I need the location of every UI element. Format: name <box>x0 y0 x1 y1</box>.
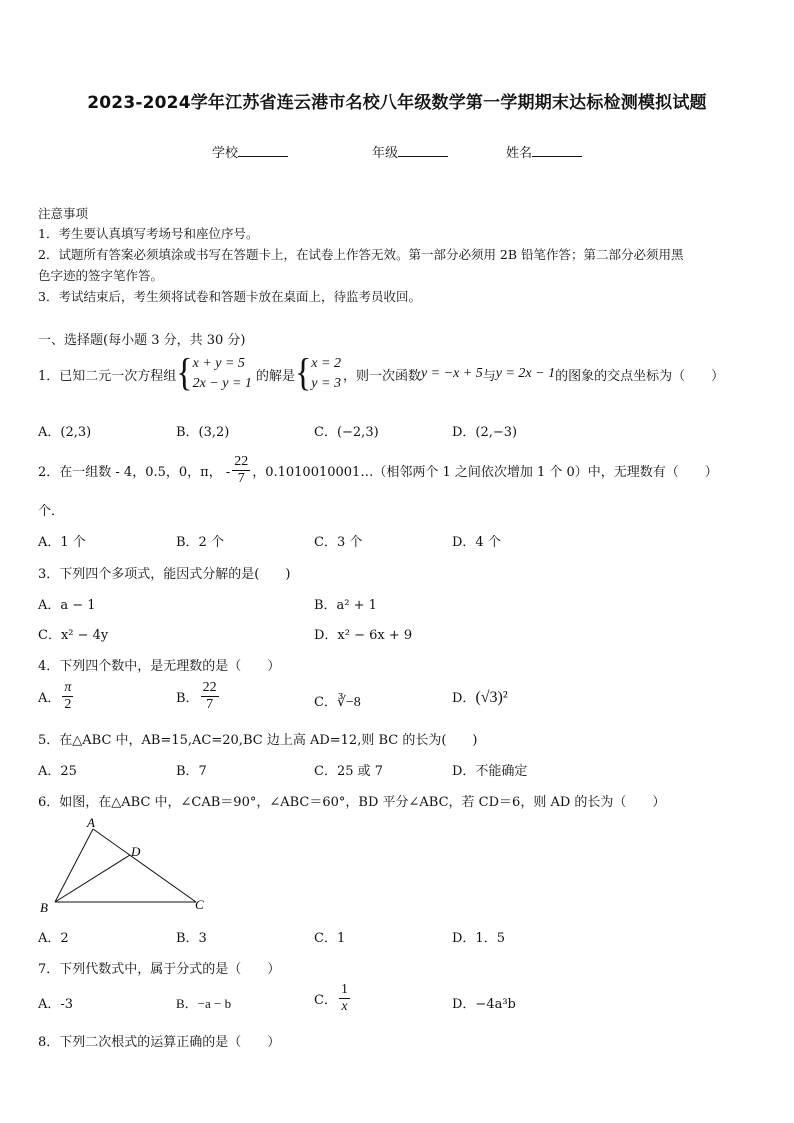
q1-option-b[interactable]: B．(3,2) <box>176 425 230 440</box>
label-a: A <box>87 816 95 830</box>
q2-option-d[interactable]: D．4 个 <box>452 535 501 550</box>
q4-option-d[interactable] <box>452 687 508 707</box>
q6-option-a[interactable]: A．2 <box>38 931 69 946</box>
note-item: 3．考试结束后，考生须将试卷和答题卡放在桌面上，待监考员收回。 <box>38 289 421 304</box>
triangle-diagram <box>36 816 216 916</box>
q4-b-num: 22 <box>202 680 217 695</box>
q5-option-a[interactable]: A．25 <box>38 764 77 779</box>
q5-option-d[interactable]: D．不能确定 <box>452 764 528 779</box>
q1-mid: 的解是 <box>255 368 295 384</box>
school-field[interactable] <box>212 142 288 161</box>
q6-option-d[interactable]: D．1．5 <box>452 931 505 946</box>
notes-heading: 注意事项 <box>38 206 89 221</box>
q1-tail-b: 与 <box>482 368 496 384</box>
q1-solution <box>311 354 341 394</box>
q4-option-b[interactable] <box>176 680 221 713</box>
q1-tail-c: 的图象的交点坐标为（ ） <box>555 368 725 384</box>
left-brace-icon: { <box>294 352 312 395</box>
q4-d-value: (√3)² <box>475 689 508 706</box>
section-heading: 一、选择题(每小题 3 分，共 30 分) <box>38 333 246 348</box>
exam-title: 2023-2024学年江苏省连云港市名校八年级数学第一学期期末达标检测模拟试题 <box>87 93 707 113</box>
name-label: 姓名 <box>506 146 533 161</box>
q4-b-label: B． <box>176 691 199 706</box>
q2-frac-den: 7 <box>237 470 245 486</box>
q2-line2: 个． <box>38 504 65 519</box>
q1-sol2: y = 3 <box>311 376 341 391</box>
q1-eq1: x + y = 5 <box>192 356 245 371</box>
q1-option-c[interactable]: C．(−2,3) <box>314 425 379 440</box>
school-blank[interactable] <box>238 145 288 157</box>
q1-system <box>193 354 252 394</box>
q2-option-a[interactable]: A．1 个 <box>38 535 86 550</box>
q1-option-d[interactable]: D．(2,−3) <box>452 425 518 440</box>
q4-b-den: 7 <box>206 697 214 712</box>
q1-sol1: x = 2 <box>311 356 341 371</box>
q4-b-fraction <box>201 680 219 713</box>
q1-prefix: 1．已知二元一次方程组 <box>38 368 177 384</box>
q2-option-b[interactable]: B．2 个 <box>176 535 224 550</box>
q2-tail: ，0.1010010001…（相邻两个 1 之间依次增加 1 个 0）中，无理数有（ ） <box>252 464 718 480</box>
q7-option-d[interactable]: D．−4a³b <box>452 997 516 1012</box>
question-6: 6．如图，在△ABC 中，∠CAB＝90°，∠ABC＝60°，BD 平分∠ABC，若 CD＝6，则 AD 的长为（ ） <box>38 795 666 810</box>
q1-tail-a: ，则一次函数 <box>342 368 421 384</box>
q4-d-label: D． <box>452 691 476 706</box>
q4-a-den: 2 <box>64 697 72 712</box>
q2-option-c[interactable]: C．3 个 <box>314 535 363 550</box>
side-ab <box>55 829 93 902</box>
q1-func1: y = −x + 5 <box>420 366 483 381</box>
q7-c-den: x <box>341 999 348 1014</box>
question-7: 7．下列代数式中，属于分式的是（ ） <box>38 962 281 977</box>
question-8: 8．下列二次根式的运算正确的是（ ） <box>38 1035 281 1050</box>
question-3: 3．下列四个多项式，能因式分解的是( ) <box>38 567 291 582</box>
label-c: C <box>195 897 204 912</box>
q5-option-b[interactable]: B．7 <box>176 764 207 779</box>
question-1 <box>38 352 724 396</box>
q7-option-a[interactable]: A．-3 <box>38 997 74 1012</box>
q4-c-label: C． <box>314 695 337 710</box>
label-b: B <box>40 900 48 915</box>
segment-bd <box>55 855 130 902</box>
q7-option-c[interactable] <box>314 982 352 1015</box>
q2-prefix: 2．在一组数 - 4，0.5，0，π， - <box>38 464 231 480</box>
note-item: 色字迹的签字笔作答。 <box>38 268 164 283</box>
question-2 <box>38 450 718 490</box>
q4-option-c[interactable] <box>314 691 361 711</box>
grade-label: 年级 <box>372 146 399 161</box>
grade-field[interactable] <box>372 142 448 161</box>
q6-option-b[interactable]: B．3 <box>176 931 207 946</box>
q2-fraction <box>232 454 250 487</box>
q7-option-b[interactable]: B．−a − b <box>176 996 232 1011</box>
label-d: D <box>131 844 141 859</box>
q1-eq2: 2x − y = 1 <box>192 376 252 391</box>
q5-option-c[interactable]: C．25 或 7 <box>314 764 384 779</box>
q2-frac-num: 22 <box>234 453 249 469</box>
q1-func2: y = 2x − 1 <box>495 366 556 381</box>
side-ac <box>93 829 196 902</box>
name-blank[interactable] <box>532 145 582 157</box>
note-item: 2．试题所有答案必须填涂或书写在答题卡上，在试卷上作答无效。第一部分必须用 2B 铅笔作答；第二部分必须用黑 <box>38 247 684 262</box>
q3-option-a[interactable]: A．a − 1 <box>38 598 96 613</box>
q4-a-num: π <box>64 680 72 695</box>
q7-c-label: C． <box>314 993 337 1008</box>
note-item: 1．考生要认真填写考场号和座位序号。 <box>38 226 259 241</box>
question-4: 4．下列四个数中，是无理数的是（ ） <box>38 659 281 674</box>
q7-c-fraction <box>339 982 350 1015</box>
name-field[interactable] <box>506 142 582 161</box>
q4-c-value: ∛−8 <box>336 695 361 710</box>
school-label: 学校 <box>212 146 239 161</box>
q3-option-c[interactable]: C．x² − 4y <box>38 628 109 643</box>
q4-option-a[interactable] <box>38 680 75 713</box>
q3-option-d[interactable]: D．x² − 6x + 9 <box>314 628 413 643</box>
q3-option-b[interactable]: B．a² + 1 <box>314 598 377 613</box>
q1-option-a[interactable]: A．(2,3) <box>38 425 92 440</box>
q4-a-fraction <box>62 680 73 713</box>
question-5: 5．在△ABC 中，AB=15,AC=20,BC 边上高 AD=12,则 BC 的长为( ) <box>38 733 478 748</box>
left-brace-icon: { <box>176 352 193 395</box>
q7-c-num: 1 <box>340 982 348 997</box>
q6-option-c[interactable]: C．1 <box>314 931 346 946</box>
q4-a-label: A． <box>38 691 61 706</box>
grade-blank[interactable] <box>398 145 448 157</box>
